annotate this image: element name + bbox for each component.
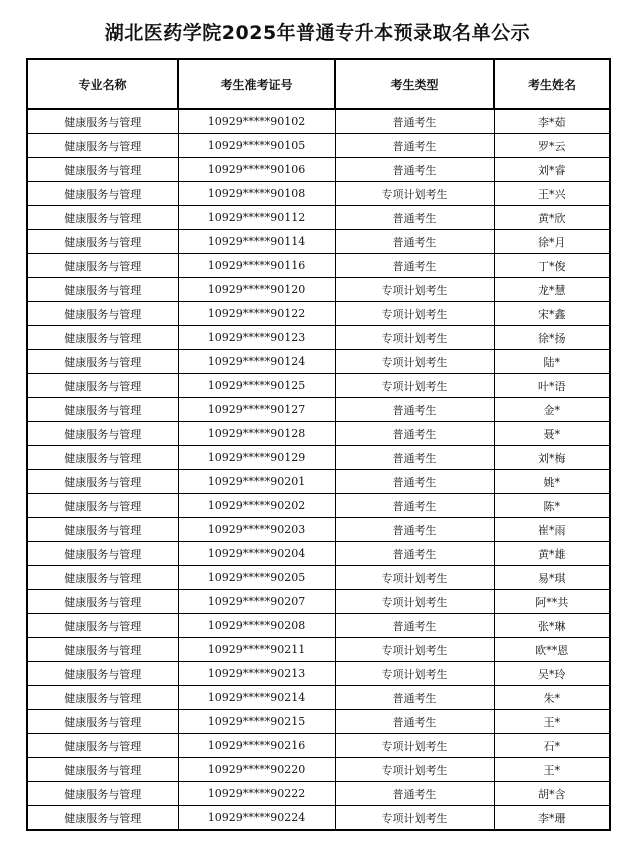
cell-exam-id: 10929*****90125 [178, 374, 335, 398]
cell-major: 健康服务与管理 [27, 182, 178, 206]
table-row [27, 470, 610, 494]
cell-major: 健康服务与管理 [27, 494, 178, 518]
table-body [27, 109, 610, 830]
cell-candidate-type: 普通考生 [335, 158, 494, 182]
table-row [27, 662, 610, 686]
cell-exam-id: 10929*****90213 [178, 662, 335, 686]
cell-candidate-name: 叶*语 [494, 374, 610, 398]
cell-candidate-type: 普通考生 [335, 254, 494, 278]
page-title: 湖北医药学院2025年普通专升本预录取名单公示 [104, 22, 531, 44]
table-row [27, 710, 610, 734]
cell-exam-id: 10929*****90222 [178, 782, 335, 806]
cell-major: 健康服务与管理 [27, 326, 178, 350]
cell-candidate-name: 王* [494, 710, 610, 734]
cell-exam-id: 10929*****90214 [178, 686, 335, 710]
cell-candidate-name: 宋*鑫 [494, 302, 610, 326]
cell-exam-id: 10929*****90201 [178, 470, 335, 494]
cell-candidate-name: 吴*玲 [494, 662, 610, 686]
cell-exam-id: 10929*****90207 [178, 590, 335, 614]
cell-candidate-name: 崔*雨 [494, 518, 610, 542]
cell-candidate-type: 普通考生 [335, 206, 494, 230]
cell-candidate-type: 专项计划考生 [335, 350, 494, 374]
cell-candidate-name: 黄*雄 [494, 542, 610, 566]
cell-candidate-name: 龙*慧 [494, 278, 610, 302]
cell-candidate-name: 刘*梅 [494, 446, 610, 470]
table-header [27, 59, 610, 109]
table-row [27, 542, 610, 566]
cell-major: 健康服务与管理 [27, 590, 178, 614]
cell-candidate-type: 专项计划考生 [335, 758, 494, 782]
cell-candidate-type: 普通考生 [335, 134, 494, 158]
header-candidate-name: 考生姓名 [494, 59, 610, 109]
cell-candidate-type: 普通考生 [335, 109, 494, 134]
cell-exam-id: 10929*****90202 [178, 494, 335, 518]
cell-exam-id: 10929*****90102 [178, 109, 335, 134]
cell-exam-id: 10929*****90215 [178, 710, 335, 734]
cell-candidate-name: 姚* [494, 470, 610, 494]
cell-candidate-name: 黄*欣 [494, 206, 610, 230]
cell-candidate-name: 王*兴 [494, 182, 610, 206]
cell-candidate-name: 易*琪 [494, 566, 610, 590]
header-row [27, 59, 610, 109]
table-row [27, 302, 610, 326]
cell-candidate-name: 张*琳 [494, 614, 610, 638]
table-row [27, 686, 610, 710]
cell-candidate-type: 普通考生 [335, 422, 494, 446]
cell-major: 健康服务与管理 [27, 758, 178, 782]
cell-exam-id: 10929*****90124 [178, 350, 335, 374]
cell-candidate-type: 普通考生 [335, 782, 494, 806]
table-row [27, 326, 610, 350]
cell-exam-id: 10929*****90205 [178, 566, 335, 590]
cell-candidate-type: 专项计划考生 [335, 566, 494, 590]
cell-major: 健康服务与管理 [27, 710, 178, 734]
table-row [27, 518, 610, 542]
cell-candidate-name: 刘*睿 [494, 158, 610, 182]
cell-exam-id: 10929*****90105 [178, 134, 335, 158]
cell-major: 健康服务与管理 [27, 662, 178, 686]
table-row [27, 782, 610, 806]
cell-exam-id: 10929*****90208 [178, 614, 335, 638]
cell-candidate-type: 普通考生 [335, 686, 494, 710]
cell-major: 健康服务与管理 [27, 446, 178, 470]
cell-major: 健康服务与管理 [27, 614, 178, 638]
cell-major: 健康服务与管理 [27, 278, 178, 302]
cell-major: 健康服务与管理 [27, 374, 178, 398]
table-row [27, 374, 610, 398]
table-row [27, 398, 610, 422]
table-row [27, 758, 610, 782]
table-row [27, 134, 610, 158]
cell-exam-id: 10929*****90220 [178, 758, 335, 782]
cell-major: 健康服务与管理 [27, 806, 178, 831]
cell-candidate-type: 专项计划考生 [335, 590, 494, 614]
table-row [27, 422, 610, 446]
cell-major: 健康服务与管理 [27, 230, 178, 254]
table-row [27, 806, 610, 831]
header-major: 专业名称 [27, 59, 178, 109]
cell-candidate-type: 普通考生 [335, 230, 494, 254]
cell-candidate-type: 专项计划考生 [335, 278, 494, 302]
cell-candidate-type: 普通考生 [335, 710, 494, 734]
cell-candidate-name: 聂* [494, 422, 610, 446]
cell-major: 健康服务与管理 [27, 206, 178, 230]
cell-candidate-name: 朱* [494, 686, 610, 710]
cell-candidate-type: 普通考生 [335, 614, 494, 638]
cell-candidate-type: 普通考生 [335, 470, 494, 494]
cell-candidate-type: 专项计划考生 [335, 182, 494, 206]
cell-candidate-type: 普通考生 [335, 446, 494, 470]
cell-exam-id: 10929*****90112 [178, 206, 335, 230]
table-row [27, 230, 610, 254]
cell-major: 健康服务与管理 [27, 254, 178, 278]
cell-exam-id: 10929*****90108 [178, 182, 335, 206]
cell-exam-id: 10929*****90204 [178, 542, 335, 566]
cell-major: 健康服务与管理 [27, 350, 178, 374]
cell-candidate-type: 专项计划考生 [335, 374, 494, 398]
cell-candidate-name: 胡*含 [494, 782, 610, 806]
cell-candidate-name: 徐*扬 [494, 326, 610, 350]
cell-major: 健康服务与管理 [27, 638, 178, 662]
cell-exam-id: 10929*****90203 [178, 518, 335, 542]
cell-major: 健康服务与管理 [27, 782, 178, 806]
cell-candidate-type: 专项计划考生 [335, 806, 494, 831]
cell-candidate-name: 欧**恩 [494, 638, 610, 662]
cell-major: 健康服务与管理 [27, 470, 178, 494]
cell-candidate-name: 王* [494, 758, 610, 782]
cell-exam-id: 10929*****90120 [178, 278, 335, 302]
cell-major: 健康服务与管理 [27, 158, 178, 182]
cell-exam-id: 10929*****90211 [178, 638, 335, 662]
cell-exam-id: 10929*****90123 [178, 326, 335, 350]
cell-exam-id: 10929*****90128 [178, 422, 335, 446]
cell-exam-id: 10929*****90106 [178, 158, 335, 182]
cell-major: 健康服务与管理 [27, 542, 178, 566]
table-row [27, 566, 610, 590]
cell-candidate-type: 专项计划考生 [335, 734, 494, 758]
cell-exam-id: 10929*****90216 [178, 734, 335, 758]
table-row [27, 109, 610, 134]
cell-candidate-type: 专项计划考生 [335, 662, 494, 686]
table-row [27, 734, 610, 758]
cell-candidate-type: 专项计划考生 [335, 638, 494, 662]
cell-candidate-type: 专项计划考生 [335, 302, 494, 326]
cell-candidate-name: 李*珊 [494, 806, 610, 831]
cell-exam-id: 10929*****90129 [178, 446, 335, 470]
cell-major: 健康服务与管理 [27, 134, 178, 158]
cell-major: 健康服务与管理 [27, 302, 178, 326]
cell-exam-id: 10929*****90224 [178, 806, 335, 831]
table-row [27, 446, 610, 470]
table-row [27, 158, 610, 182]
cell-major: 健康服务与管理 [27, 566, 178, 590]
cell-candidate-name: 徐*月 [494, 230, 610, 254]
header-candidate-type: 考生类型 [335, 59, 494, 109]
cell-candidate-name: 金* [494, 398, 610, 422]
cell-exam-id: 10929*****90122 [178, 302, 335, 326]
table-row [27, 206, 610, 230]
cell-exam-id: 10929*****90116 [178, 254, 335, 278]
table-row [27, 590, 610, 614]
cell-candidate-name: 石* [494, 734, 610, 758]
cell-major: 健康服务与管理 [27, 109, 178, 134]
header-exam-id: 考生准考证号 [178, 59, 335, 109]
cell-candidate-type: 普通考生 [335, 518, 494, 542]
cell-candidate-type: 普通考生 [335, 398, 494, 422]
cell-major: 健康服务与管理 [27, 686, 178, 710]
cell-candidate-name: 李*茹 [494, 109, 610, 134]
table-row [27, 182, 610, 206]
table-row [27, 494, 610, 518]
cell-major: 健康服务与管理 [27, 422, 178, 446]
table-row [27, 638, 610, 662]
cell-exam-id: 10929*****90114 [178, 230, 335, 254]
cell-candidate-name: 罗*云 [494, 134, 610, 158]
table-row [27, 278, 610, 302]
cell-major: 健康服务与管理 [27, 518, 178, 542]
cell-candidate-type: 专项计划考生 [335, 326, 494, 350]
cell-major: 健康服务与管理 [27, 734, 178, 758]
cell-candidate-type: 普通考生 [335, 542, 494, 566]
cell-major: 健康服务与管理 [27, 398, 178, 422]
cell-candidate-name: 陆* [494, 350, 610, 374]
cell-candidate-type: 普通考生 [335, 494, 494, 518]
table-row [27, 614, 610, 638]
cell-candidate-name: 阿**共 [494, 590, 610, 614]
cell-candidate-name: 丁*俊 [494, 254, 610, 278]
table-row [27, 254, 610, 278]
cell-candidate-name: 陈* [494, 494, 610, 518]
table-row [27, 350, 610, 374]
admission-list-table [26, 58, 611, 831]
cell-exam-id: 10929*****90127 [178, 398, 335, 422]
